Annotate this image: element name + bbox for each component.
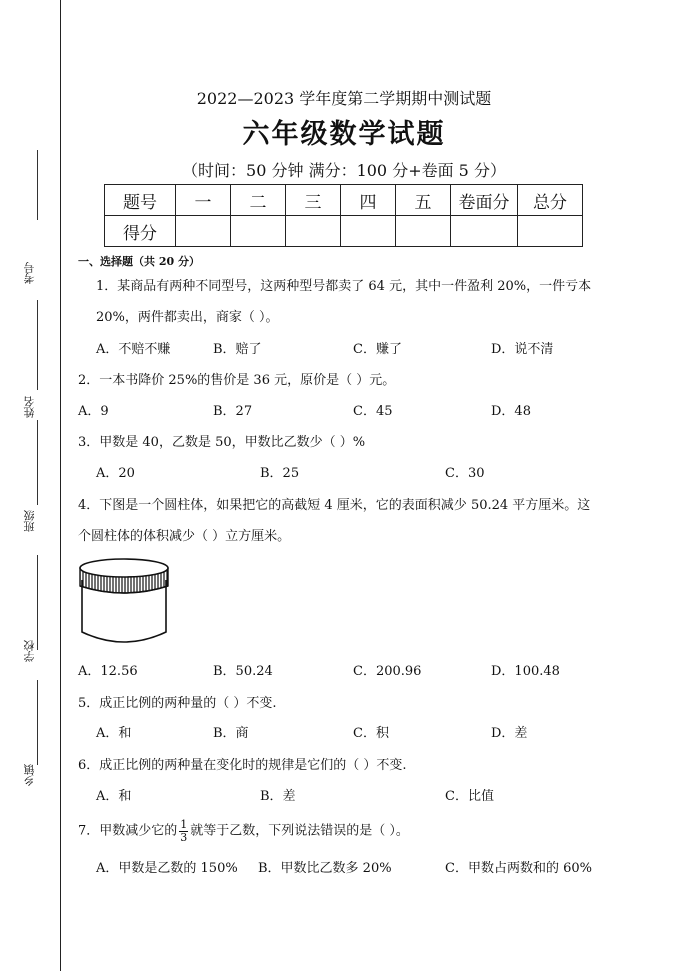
question-7-option-a: A．甲数是乙数的 150% [96, 861, 238, 876]
section-title: 一、选择题（共 20 分） [78, 255, 200, 268]
question-5-option-d: D．差 [491, 726, 528, 741]
question-6-option-a: A．和 [96, 789, 132, 804]
side-blank-line-5 [37, 680, 38, 765]
score-cell[interactable] [341, 216, 396, 247]
side-label-name: 姓名 [23, 396, 36, 418]
question-3-text: 3．甲数是 40，乙数是 50，甲数比乙数少（ ）% [78, 435, 366, 450]
question-2-option-d: D．48 [491, 404, 531, 419]
question-1-option-a: A．不赔不赚 [96, 342, 171, 357]
question-7-text [78, 819, 409, 843]
score-table-header-row [105, 185, 583, 216]
score-cell[interactable] [451, 216, 518, 247]
question-1-option-d: D．说不清 [491, 342, 554, 357]
question-6-option-b: B．差 [260, 789, 296, 804]
side-label-township: 乡镇 [23, 764, 36, 786]
side-blank-line-3 [37, 420, 38, 505]
score-table-col-neatness: 卷面分 [451, 185, 518, 216]
side-label-school: 学校 [23, 640, 36, 662]
score-cell[interactable] [396, 216, 451, 247]
question-4-option-b: B．50.24 [213, 664, 273, 679]
question-4-line-1: 4．下图是一个圆柱体，如果把它的高截短 4 厘米，它的表面积减少 50.24 平方厘米。这 [78, 498, 591, 513]
exam-info-line: （时间：50 分钟 满分：100 分+卷面 5 分） [182, 161, 506, 180]
score-table-score-row [105, 216, 583, 247]
question-5-option-a: A．和 [96, 726, 132, 741]
fraction-denominator: 3 [180, 830, 188, 844]
question-2-option-b: B．27 [213, 404, 253, 419]
question-5-option-c: C．积 [353, 726, 389, 741]
score-table-col-total: 总分 [518, 185, 583, 216]
score-table-col-4: 四 [341, 185, 396, 216]
question-6-option-c: C．比值 [445, 789, 494, 804]
score-table-row-label: 得分 [105, 216, 176, 247]
question-5-text: 5．成正比例的两种量的（ ）不变. [78, 696, 277, 711]
question-6-text: 6．成正比例的两种量在变化时的规律是它们的（ ）不变. [78, 758, 407, 773]
question-5-option-b: B．商 [213, 726, 249, 741]
question-4-line-2: 个圆柱体的体积减少（ ）立方厘米。 [78, 529, 291, 544]
score-cell[interactable] [176, 216, 231, 247]
cylinder-figure [76, 554, 176, 648]
score-table-col-3: 三 [286, 185, 341, 216]
exam-year-line: 2022—2023 学年度第二学期期中测试题 [196, 89, 492, 108]
question-4-option-c: C．200.96 [353, 664, 422, 679]
score-cell[interactable] [231, 216, 286, 247]
score-cell[interactable] [286, 216, 341, 247]
side-label-class: 班级 [23, 510, 36, 532]
fraction-one-third [179, 819, 188, 843]
score-table-col-5: 五 [396, 185, 451, 216]
question-3-option-c: C．30 [445, 466, 485, 481]
question-7-suffix: 就等于乙数，下列说法错误的是（ ）。 [190, 823, 409, 839]
fraction-numerator: 1 [180, 818, 188, 831]
question-1-line-1: 1．某商品有两种不同型号，这两种型号都卖了 64 元，其中一件盈利 20%，一件亏本 [96, 279, 592, 294]
question-2-text: 2．一本书降价 25%的售价是 36 元，原价是（ ）元。 [78, 373, 396, 388]
question-3-option-b: B．25 [260, 466, 300, 481]
score-table [104, 184, 583, 247]
question-7-prefix: 7．甲数减少它的 [78, 823, 178, 839]
score-table-row-label: 题号 [105, 185, 176, 216]
question-1-option-b: B．赔了 [213, 342, 262, 357]
question-2-option-a: A．9 [78, 404, 109, 419]
question-2-option-c: C．45 [353, 404, 393, 419]
question-1-option-c: C．赚了 [353, 342, 402, 357]
question-7-option-c: C．甲数占两数和的 60% [445, 861, 592, 876]
question-4-option-a: A．12.56 [78, 664, 138, 679]
question-4-option-d: D．100.48 [491, 664, 560, 679]
score-cell[interactable] [518, 216, 583, 247]
question-7-option-b: B．甲数比乙数多 20% [258, 861, 392, 876]
score-table-col-2: 二 [231, 185, 286, 216]
score-table-col-1: 一 [176, 185, 231, 216]
side-blank-line-4 [37, 555, 38, 650]
question-3-option-a: A．20 [96, 466, 135, 481]
side-label-exam-number: 考号 [23, 262, 36, 284]
question-1-line-2: 20%，两件都卖出，商家（ ）。 [96, 310, 279, 325]
page-title: 六年级数学试题 [242, 119, 446, 150]
side-blank-line-2 [37, 300, 38, 390]
